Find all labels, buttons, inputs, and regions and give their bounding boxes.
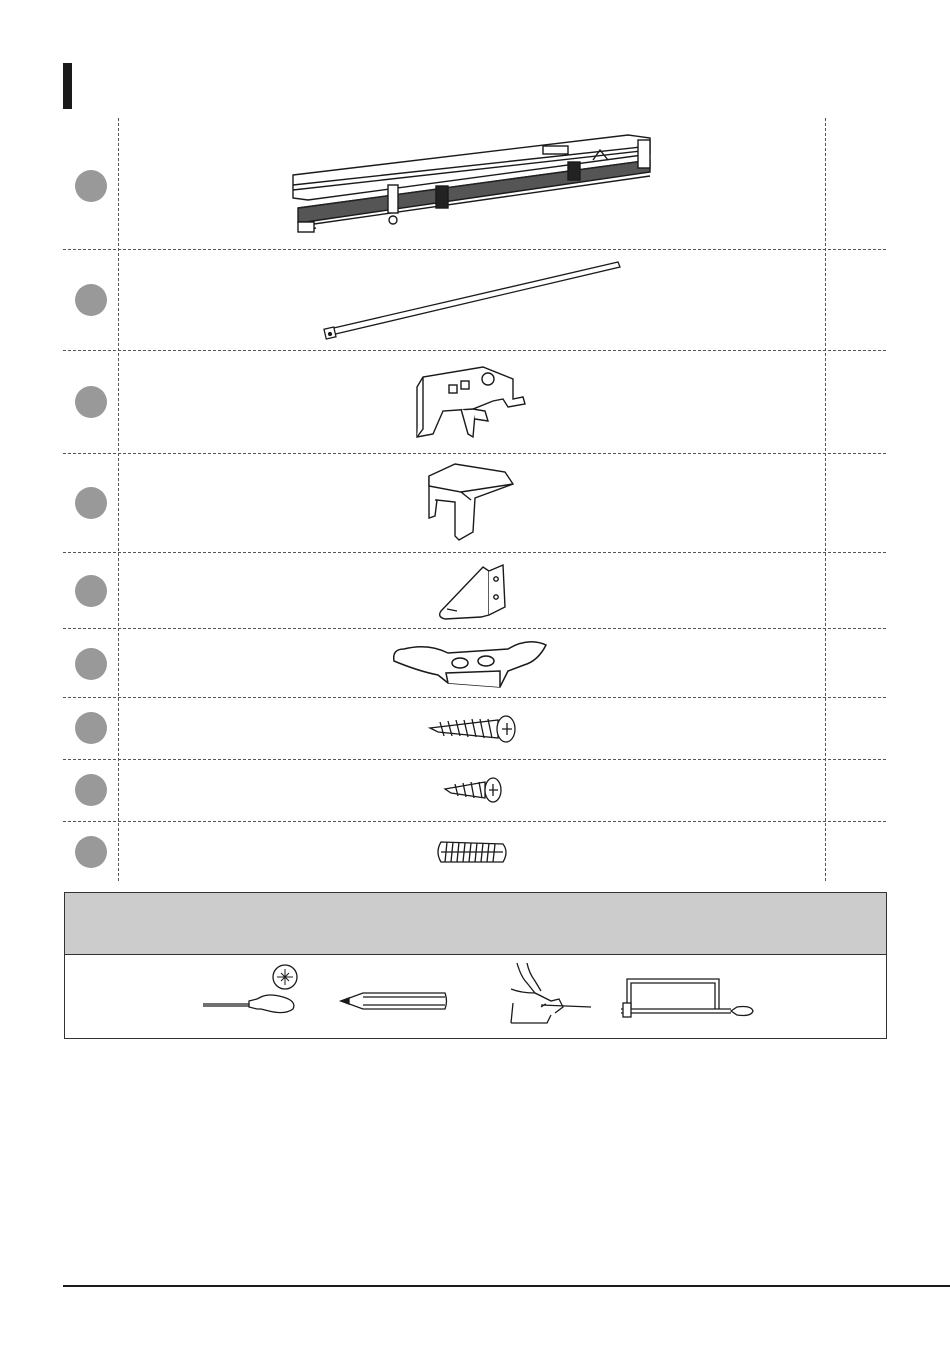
angle-bracket-icon: [433, 559, 523, 623]
part-number-badge: [75, 284, 107, 316]
part-number-badge: [75, 774, 107, 806]
part-row-head-rail: [63, 118, 886, 250]
part-row-angle-bracket: [63, 553, 886, 629]
wall-plug-icon: [435, 838, 511, 866]
long-screw-icon: [426, 712, 521, 746]
part-number-badge: [75, 648, 107, 680]
parts-list: [63, 118, 886, 881]
tools-box: [64, 892, 887, 1039]
part-row-short-screw: [63, 760, 886, 822]
installation-bracket-icon: [413, 359, 533, 449]
phillips-screwdriver-icon: [199, 963, 303, 1017]
tools-header: [65, 893, 886, 955]
pencil-icon: [337, 989, 449, 1013]
hacksaw-icon: [619, 973, 757, 1019]
cord-cleat-icon: [388, 635, 558, 691]
part-row-end-cap: [63, 454, 886, 553]
short-screw-icon: [443, 774, 507, 806]
part-row-installation-bracket: [63, 351, 886, 454]
part-number-badge: [75, 712, 107, 744]
part-row-cord-cleat: [63, 629, 886, 698]
part-number-badge: [75, 487, 107, 519]
end-cap-icon: [415, 462, 525, 544]
footer-rule: [63, 1285, 950, 1287]
head-rail-icon: [288, 130, 658, 240]
section-title-bar: [63, 63, 72, 109]
part-number-badge: [75, 836, 107, 868]
part-row-wall-plug: [63, 822, 886, 881]
pliers-hex-key-icon: [507, 959, 597, 1025]
part-row-long-screw: [63, 698, 886, 760]
part-row-wand: [63, 250, 886, 351]
part-number-badge: [75, 386, 107, 418]
wand-icon: [323, 258, 623, 342]
part-number-badge: [75, 575, 107, 607]
part-number-badge: [75, 170, 107, 202]
